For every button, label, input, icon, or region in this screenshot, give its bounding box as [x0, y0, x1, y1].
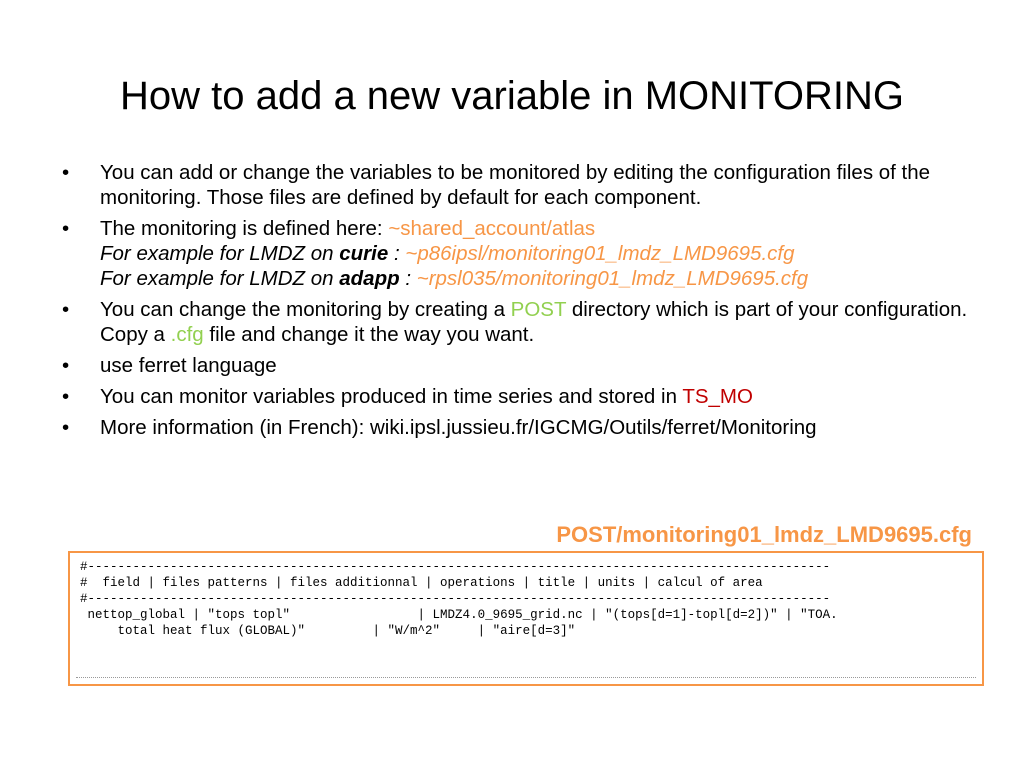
example-sep: :	[399, 267, 417, 290]
cfg-keyword: .cfg	[170, 323, 204, 346]
curie-path: ~p86ipsl/monitoring01_lmdz_LMD9695.cfg	[405, 242, 795, 265]
example-sep: :	[388, 242, 406, 265]
bullet-monitoring-location	[62, 216, 982, 291]
bullet-ferret	[62, 353, 982, 378]
bullet-post-directory	[62, 297, 982, 347]
bullet-text: file and change it the way you want.	[203, 323, 535, 346]
bullet-text: The monitoring is defined here:	[100, 217, 389, 240]
bullet-text: You can add or change the variables to be monitored by editing the configuration files of the monitoring. Those files are defined by default for each component.	[100, 161, 931, 209]
bullet-time-series	[62, 384, 982, 409]
bullet-config-files	[62, 160, 982, 210]
machine-curie: curie	[339, 242, 389, 265]
example-adapp	[100, 267, 808, 290]
shared-account-path: ~shared_account/atlas	[388, 217, 596, 240]
example-prefix: For example for LMDZ on	[100, 242, 340, 265]
slide-title: How to add a new variable in MONITORING	[119, 74, 904, 118]
code-line: nettop_global | "tops topl" | LMDZ4.0_9695_grid.nc | "(tops[d=1]-topl[d=2])" | "TOA.	[80, 608, 838, 622]
bullet-text: More information (in French): wiki.ipsl.jussieu.fr/IGCMG/Outils/ferret/Monitoring	[100, 416, 817, 439]
ts-mo-keyword: TS_MO	[682, 385, 753, 408]
code-line: #---------------------------------------------------------------------------------------------------	[80, 592, 831, 606]
bullet-text: You can monitor variables produced in time series and stored in	[100, 385, 683, 408]
code-line: total heat flux (GLOBAL)" | "W/m^2" | "aire[d=3]"	[80, 624, 576, 638]
example-prefix: For example for LMDZ on	[100, 267, 340, 290]
code-box-title: POST/monitoring01_lmdz_LMD9695.cfg	[556, 522, 972, 547]
example-curie	[100, 242, 795, 265]
machine-adapp: adapp	[339, 267, 400, 290]
code-line: # field | files patterns | files additionnal | operations | title | units | calcul of area	[80, 576, 763, 590]
code-box	[68, 551, 984, 686]
bullet-text: directory which is part of your configuration. Copy a	[100, 298, 968, 346]
bullet-more-info	[62, 415, 982, 440]
code-line: #---------------------------------------------------------------------------------------------------	[80, 560, 831, 574]
bullet-text: use ferret language	[100, 354, 277, 377]
post-keyword: POST	[510, 298, 567, 321]
bullet-list	[62, 160, 982, 446]
adapp-path: ~rpsl035/monitoring01_lmdz_LMD9695.cfg	[416, 267, 809, 290]
bullet-text: You can change the monitoring by creating a	[100, 298, 511, 321]
code-area	[76, 559, 976, 678]
